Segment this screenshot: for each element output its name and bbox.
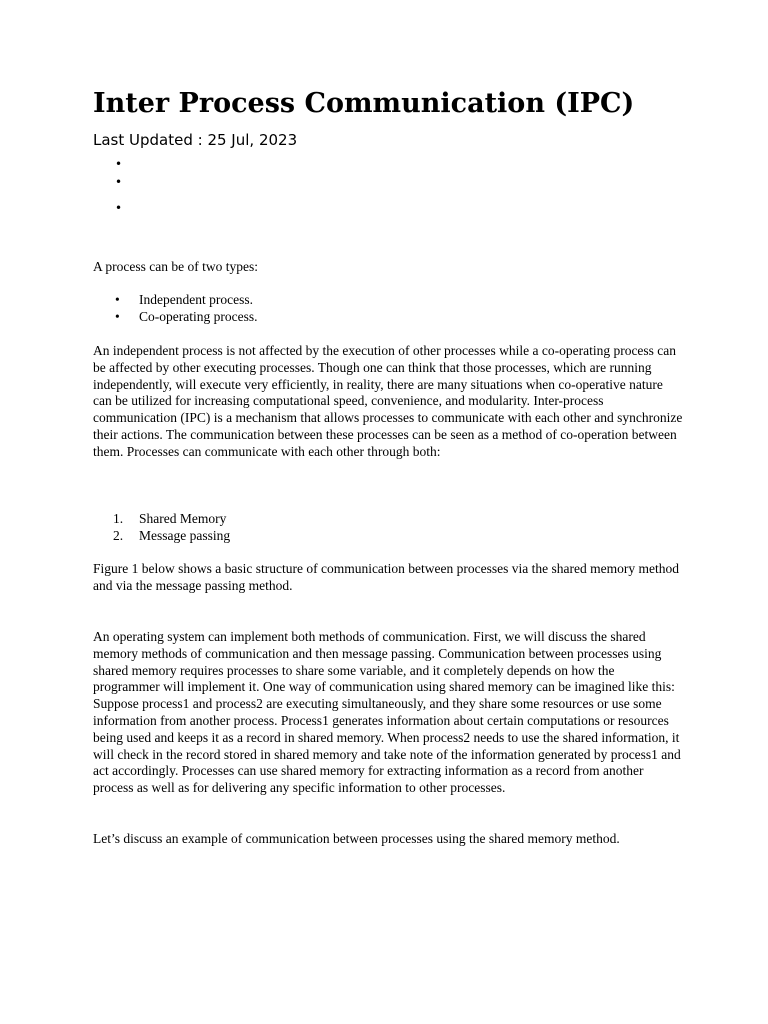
independent-paragraph: An independent process is not affected by the execution of other processes while a co-operating process can be affected by other executing processes. Though one can think that those processes, which are running independently, will execute very efficiently, in reality, there are many situations when co-operative nature can be utilized for increasing computational speed, convenience, and modularity. Inter-process communication (IPC) is a mechanism that allows processes to communicate with each other and synchronize their actions. The communication between these processes can be seen as a method of co-operation between them. Processes can communicate with each other through both: <box>93 343 683 459</box>
page-title: Inter Process Communication (IPC) <box>93 88 635 119</box>
list-number: 1. <box>113 511 124 526</box>
list-item-label: Shared Memory <box>139 511 227 526</box>
list-item <box>93 511 230 528</box>
list-item: • <box>115 175 123 189</box>
bullet: • <box>115 309 120 324</box>
intro-paragraph: A process can be of two types: <box>93 259 258 274</box>
list-item: • <box>115 201 123 215</box>
list-item-label: Independent process. <box>139 292 253 307</box>
methods-list <box>93 511 230 545</box>
discuss-paragraph: Let’s discuss an example of communication between processes using the shared memory method. <box>93 831 620 846</box>
article <box>93 84 683 846</box>
list-number: 2. <box>113 528 124 543</box>
bullet: • <box>115 292 120 307</box>
list-item-label: Co-operating process. <box>139 309 258 324</box>
list-item <box>93 528 230 545</box>
list-item-label: Message passing <box>139 528 231 543</box>
process-types-list <box>93 292 257 326</box>
list-item <box>93 292 257 309</box>
figure-paragraph: Figure 1 below shows a basic structure of communication between processes via the shared memory method and via the message passing method. <box>93 561 679 593</box>
list-item: • <box>115 157 123 171</box>
os-paragraph: An operating system can implement both methods of communication. First, we will discuss the shared memory methods of communication and then message passing. Communication between processes using shared memory requires processes to share some variable, and it completely depends on how the programmer will implement it. One way of communication using shared memory can be imagined like this: Suppose process1 and process2 are executing simultaneously, and they share some resources or use some information from another process. Process1 generates information about certain computations or resources being used and keeps it as a record in shared memory. When process2 needs to use the shared information, it will check in the record stored in shared memory and take note of the information generated by process1 and act accordingly. Processes can use shared memory for extracting information as a record from another process as well as for delivering any specific information to other processes. <box>93 629 681 796</box>
list-item <box>93 309 257 326</box>
last-updated: Last Updated : 25 Jul, 2023 <box>93 131 298 149</box>
